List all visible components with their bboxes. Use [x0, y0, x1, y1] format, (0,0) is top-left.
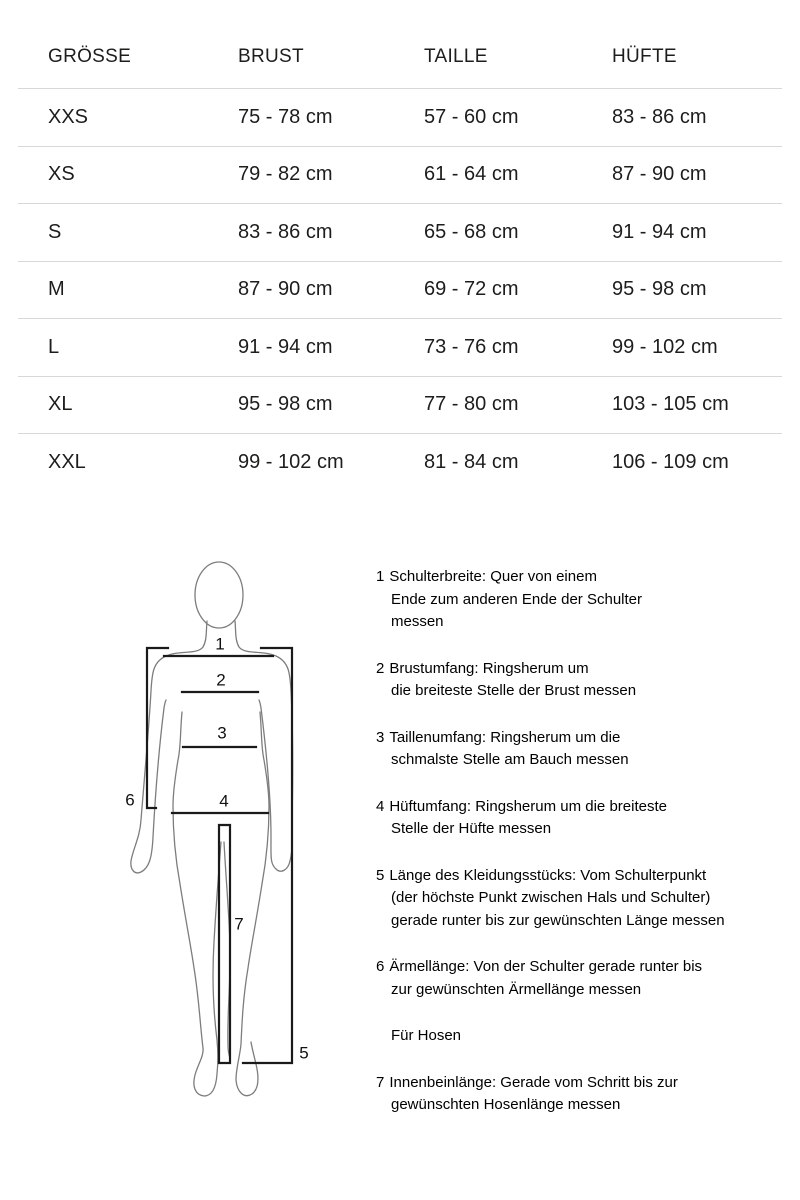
cell-taille: 57 - 60 cm [424, 105, 519, 128]
measure-bracket-length [243, 648, 292, 1063]
head-outline [195, 562, 243, 628]
figure-marker-4: 4 [219, 791, 229, 811]
header-groesse: GRÖSSE [48, 46, 132, 67]
note-fuer-hosen: Für Hosen [391, 1027, 462, 1044]
figure-marker-6: 6 [125, 790, 135, 810]
instruction-item-5 [376, 865, 794, 933]
instruction-item-1 [376, 566, 794, 634]
cell-size: L [48, 335, 60, 358]
cell-size: XS [48, 163, 75, 186]
instruction-number: 6 [376, 958, 385, 975]
instruction-text: (der höchste Punkt zwischen Hals und Schulter) [391, 889, 711, 906]
cell-huefte: 106 - 109 cm [612, 451, 729, 474]
cell-huefte: 95 - 98 cm [612, 278, 707, 301]
figure-marker-7: 7 [234, 914, 244, 934]
instruction-text: Stelle der Hüfte messen [391, 820, 552, 837]
instruction-item-6 [376, 956, 794, 1001]
instruction-text: zur gewünschten Ärmellänge messen [391, 980, 642, 998]
instruction-text: Ärmellänge: Von der Schulter gerade runter bis [389, 958, 703, 975]
instruction-text: Ende zum anderen Ende der Schulter [391, 590, 642, 608]
instruction-item-2 [376, 658, 794, 703]
cell-brust: 91 - 94 cm [238, 335, 333, 358]
instruction-text: messen [391, 613, 444, 630]
instruction-text: schmalste Stelle am Bauch messen [391, 751, 629, 768]
instruction-number: 5 [376, 866, 385, 884]
instruction-item-4 [376, 796, 794, 841]
figure-marker-5: 5 [299, 1043, 309, 1063]
instruction-text: Hüftumfang: Ringsherum um die breiteste [389, 797, 667, 815]
cell-taille: 77 - 80 cm [424, 393, 519, 416]
instruction-text: Taillenumfang: Ringsherum um die [389, 728, 621, 746]
cell-brust: 99 - 102 cm [238, 451, 344, 474]
figure-marker-1: 1 [215, 634, 225, 654]
cell-brust: 87 - 90 cm [238, 278, 333, 301]
cell-size: XXS [48, 105, 89, 128]
instruction-number: 7 [376, 1073, 385, 1091]
left-body-leg-outline [173, 712, 221, 1096]
instruction-text: gerade runter bis zur gewünschten Länge messen [391, 911, 725, 929]
cell-brust: 95 - 98 cm [238, 393, 333, 416]
instruction-text: Länge des Kleidungsstücks: Vom Schulterpunkt [389, 866, 707, 884]
cell-huefte: 103 - 105 cm [612, 393, 729, 416]
instruction-number: 3 [376, 728, 385, 746]
instruction-text: gewünschten Hosenlänge messen [391, 1096, 621, 1113]
cell-huefte: 83 - 86 cm [612, 105, 707, 128]
cell-taille: 69 - 72 cm [424, 278, 519, 301]
cell-size: XXL [48, 451, 86, 474]
figure-marker-2: 2 [216, 670, 226, 690]
cell-huefte: 99 - 102 cm [612, 335, 718, 358]
figure-marker-3: 3 [217, 723, 227, 743]
cell-brust: 83 - 86 cm [238, 220, 333, 243]
cell-brust: 75 - 78 cm [238, 105, 333, 128]
measure-bracket-sleeve [147, 648, 168, 808]
instruction-item-7 [376, 1072, 794, 1117]
header-huefte: HÜFTE [612, 46, 677, 67]
cell-brust: 79 - 82 cm [238, 163, 333, 186]
cell-taille: 81 - 84 cm [424, 451, 519, 474]
instruction-text: Brustumfang: Ringsherum um [389, 659, 589, 677]
header-brust: BRUST [238, 46, 304, 67]
instruction-text: Schulterbreite: Quer von einem [389, 568, 597, 585]
header-taille: TAILLE [424, 46, 488, 67]
measurement-diagram [0, 540, 800, 1160]
instruction-text: Innenbeinlänge: Gerade vom Schritt bis zur [389, 1073, 678, 1091]
instruction-number: 2 [376, 659, 385, 677]
instruction-text: die breiteste Stelle der Brust messen [391, 682, 637, 699]
instruction-number: 4 [376, 797, 385, 815]
cell-size: S [48, 220, 62, 243]
cell-huefte: 87 - 90 cm [612, 163, 707, 186]
cell-size: M [48, 278, 65, 301]
cell-taille: 65 - 68 cm [424, 220, 519, 243]
cell-taille: 73 - 76 cm [424, 335, 519, 358]
instruction-number: 1 [376, 568, 385, 585]
cell-taille: 61 - 64 cm [424, 163, 519, 186]
instruction-list [376, 566, 794, 1141]
cell-huefte: 91 - 94 cm [612, 220, 707, 243]
cell-size: XL [48, 393, 73, 416]
right-body-leg-outline [236, 712, 269, 1096]
instruction-item-3 [376, 727, 794, 772]
